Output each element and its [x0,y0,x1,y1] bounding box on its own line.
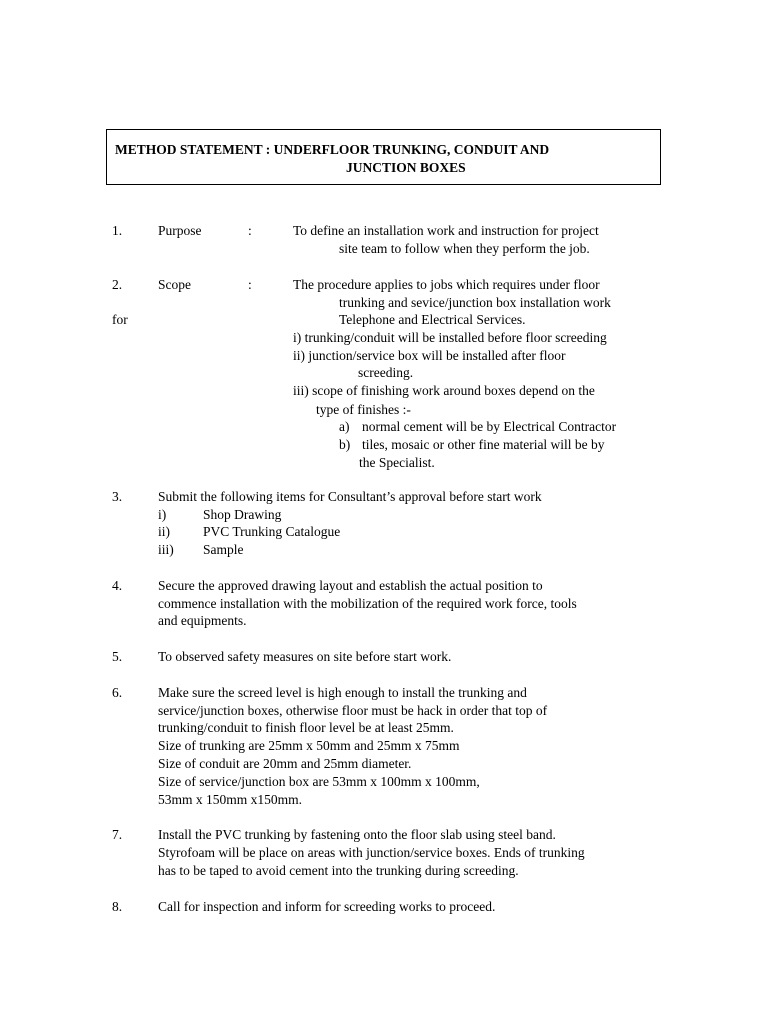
section-2-sub-text: normal cement will be by Electrical Contractor [362,419,617,434]
section-3-text: Submit the following items for Consultant’s approval before start work [158,489,542,504]
section-6-line: 53mm x 150mm x150mm. [158,792,303,807]
section-2-sub-mark: a) [339,419,350,434]
section-2-line: type of finishes :- [316,402,411,417]
section-6-line: trunking/conduit to finish floor level be at least 25mm. [158,720,454,735]
section-8-number: 8. [112,899,123,914]
section-6-line: Size of conduit are 20mm and 25mm diameter. [158,756,412,771]
section-5-number: 5. [112,649,123,664]
section-2-sub-mark: b) [339,437,351,452]
section-7-line: has to be taped to avoid cement into the trunking during screeding. [158,863,519,878]
section-1-line: To define an installation work and instruction for project [293,223,599,238]
title-line-1: METHOD STATEMENT : UNDERFLOOR TRUNKING, CONDUIT AND [115,142,550,157]
section-2-line: The procedure applies to jobs which requires under floor [293,277,600,292]
section-2-number: 2. [112,277,123,292]
section-5-line: To observed safety measures on site before start work. [158,649,452,664]
section-1-label: Purpose [158,223,202,238]
section-2-line: screeding. [358,365,414,380]
section-4-line: and equipments. [158,613,247,628]
section-3-item-text: PVC Trunking Catalogue [203,524,341,539]
section-6-line: Make sure the screed level is high enough to install the trunking and [158,685,527,700]
title-line-2: JUNCTION BOXES [346,160,466,175]
section-4-number: 4. [112,578,123,593]
section-1-number: 1. [112,223,123,238]
section-3-item-mark: iii) [158,542,174,557]
section-7-line: Install the PVC trunking by fastening onto the floor slab using steel band. [158,827,556,842]
section-2-sub-text: the Specialist. [359,455,435,470]
title-box [106,129,661,185]
section-2-line: Telephone and Electrical Services. [339,312,526,327]
section-6-line: Size of service/junction box are 53mm x 100mm x 100mm, [158,774,480,789]
section-3-number: 3. [112,489,123,504]
section-3-item-mark: ii) [158,524,170,539]
section-2-line: trunking and sevice/junction box installation work [339,295,611,310]
section-2-label: Scope [158,277,191,292]
section-6-line: service/junction boxes, otherwise floor must be hack in order that top of [158,703,548,718]
section-2-sub-text: tiles, mosaic or other fine material will be by [362,437,605,452]
section-3-item-mark: i) [158,507,167,522]
section-2-colon: : [248,277,252,292]
section-7-line: Styrofoam will be place on areas with junction/service boxes. Ends of trunking [158,845,585,860]
section-4-line: Secure the approved drawing layout and establish the actual position to [158,578,543,593]
section-1-colon: : [248,223,252,238]
section-3-item-text: Sample [203,542,244,557]
section-8-line: Call for inspection and inform for screeding works to proceed. [158,899,496,914]
section-2-line: i) trunking/conduit will be installed before floor screeding [293,330,607,345]
section-4-line: commence installation with the mobilization of the required work force, tools [158,596,577,611]
section-1-line: site team to follow when they perform the job. [339,241,590,256]
section-7-number: 7. [112,827,123,842]
section-6-line: Size of trunking are 25mm x 50mm and 25mm x 75mm [158,738,460,753]
section-2-for-word: for [112,312,128,327]
section-6-number: 6. [112,685,123,700]
section-2-line: iii) scope of finishing work around boxes depend on the [293,383,595,398]
section-2-line: ii) junction/service box will be installed after floor [293,348,566,363]
section-3-item-text: Shop Drawing [203,507,282,522]
